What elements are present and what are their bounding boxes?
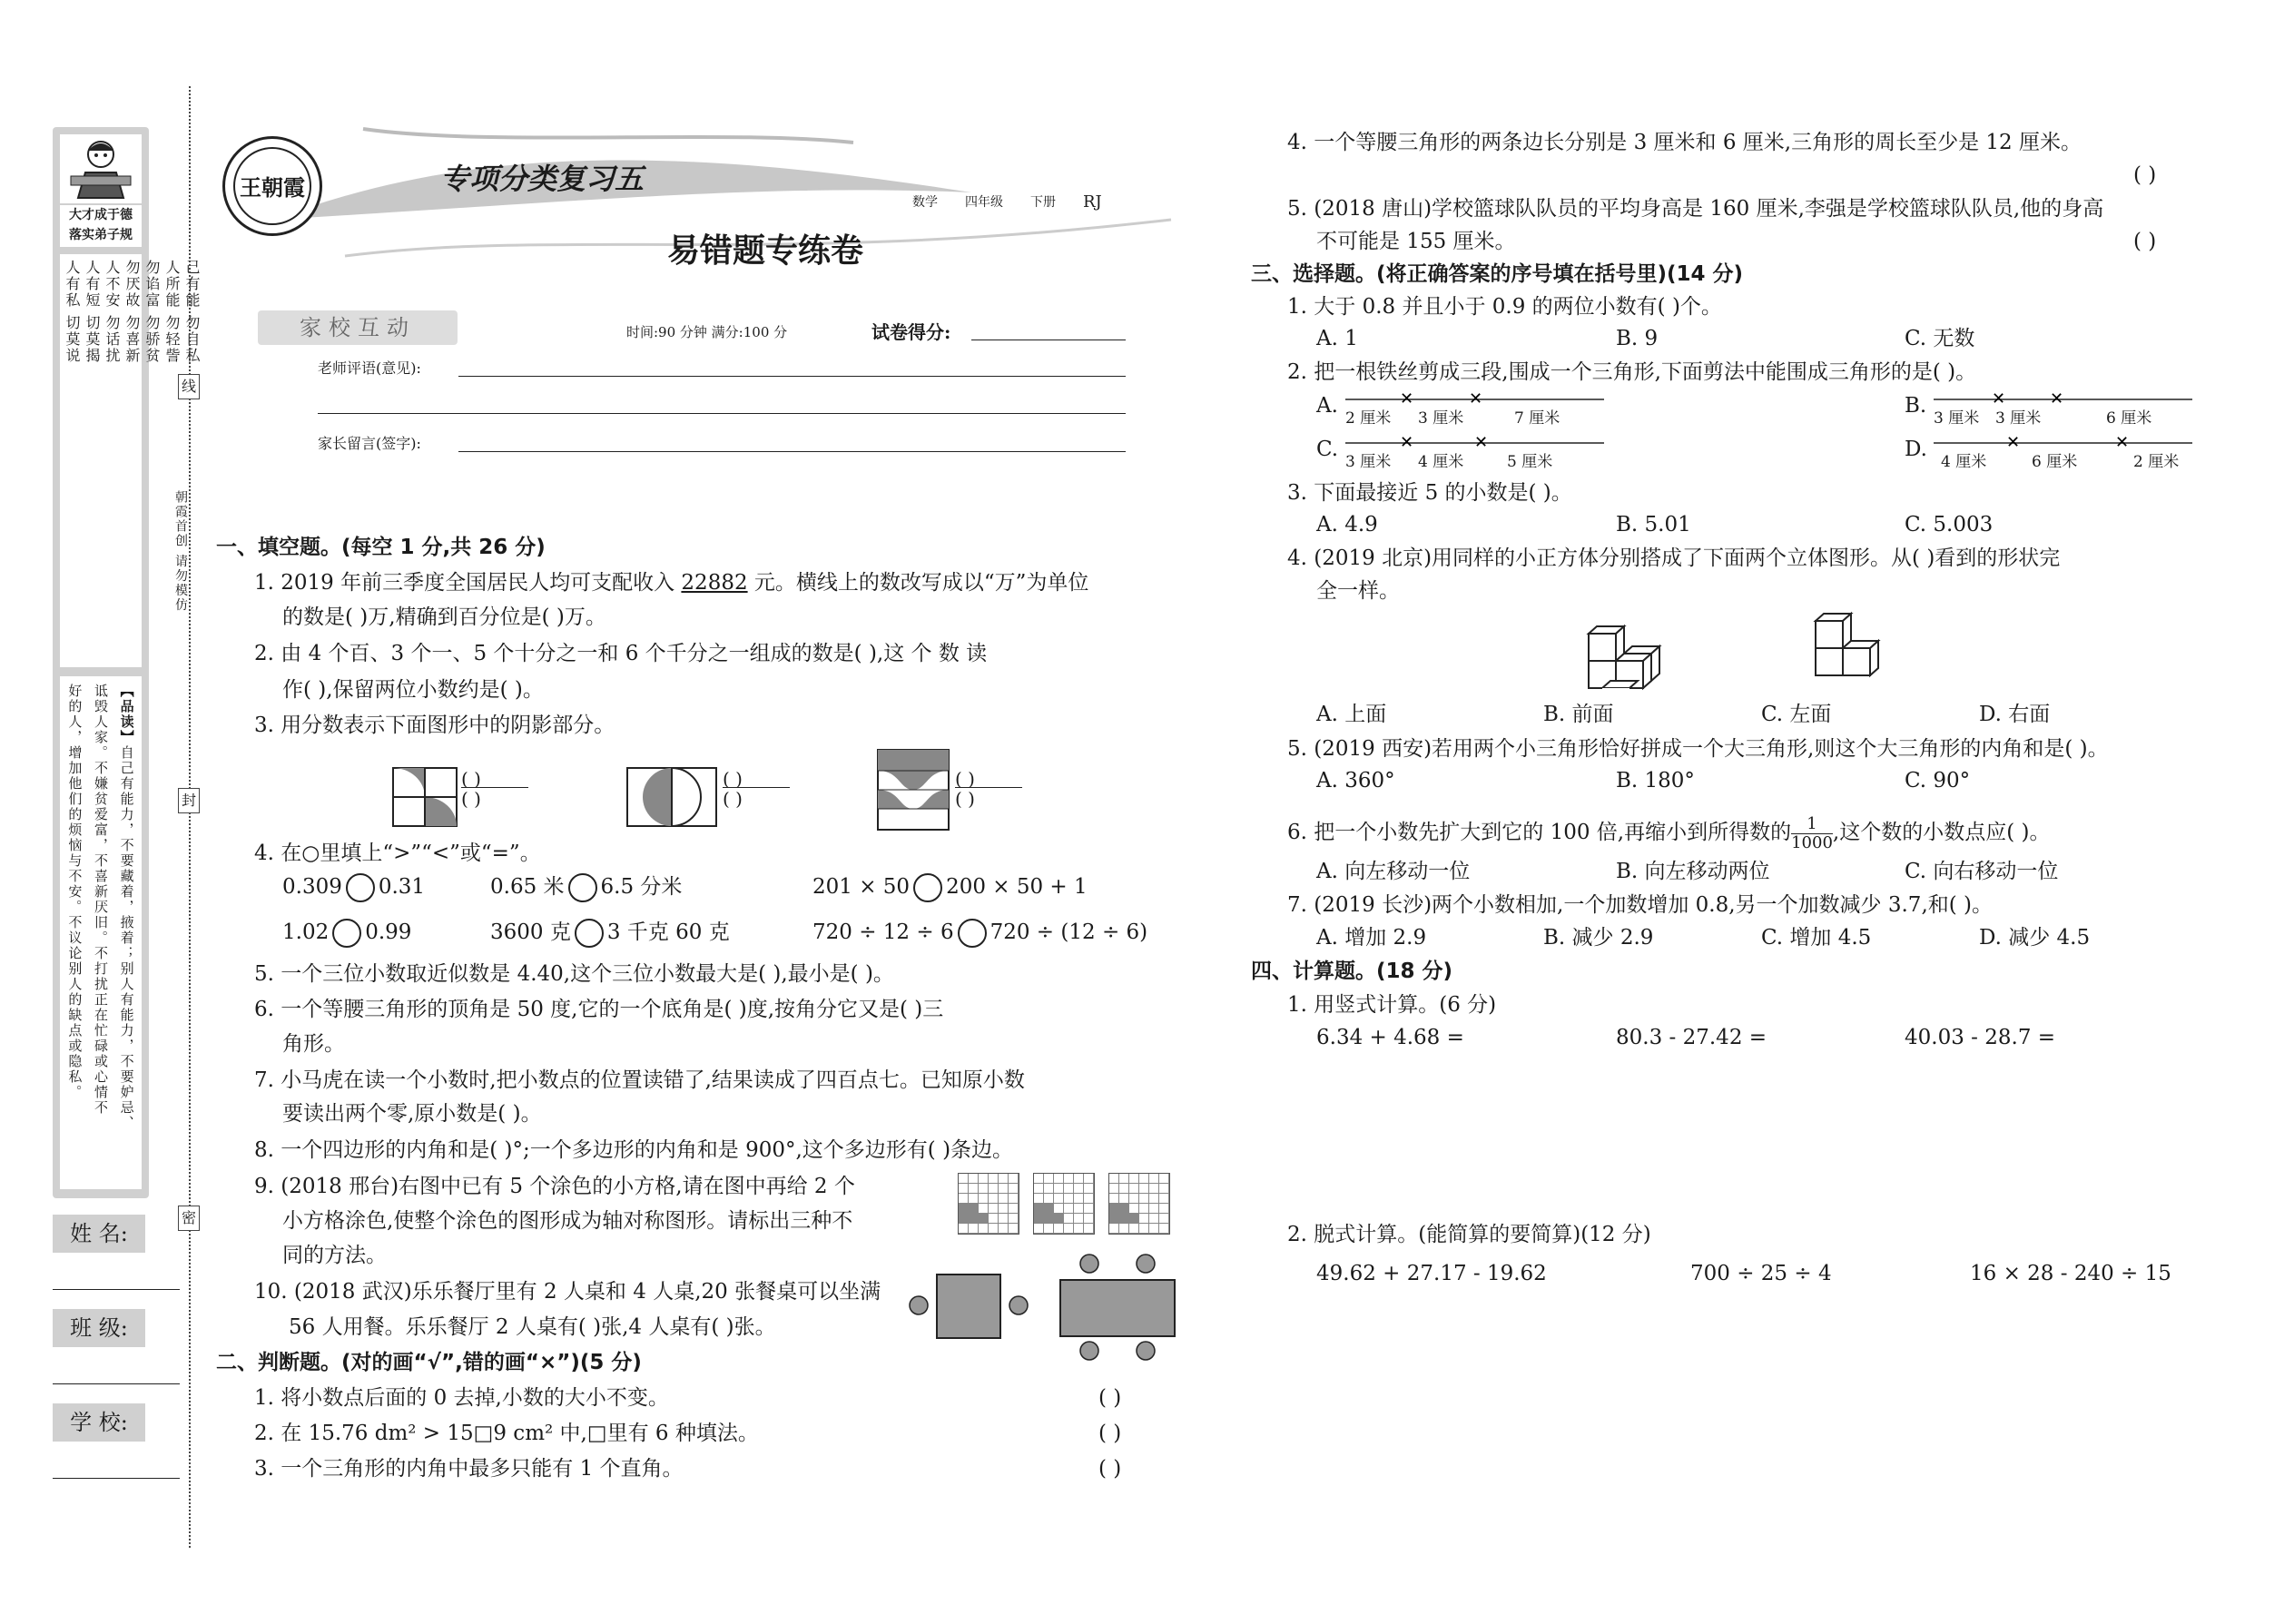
choice-q2: 2. 把一根铁丝剪成三段,围成一个三角形,下面剪法中能围成三角形的是( )。 bbox=[1287, 360, 1977, 384]
svg-text:✕: ✕ bbox=[1474, 433, 1489, 452]
fraction-answer-3[interactable]: ( ) ( ) bbox=[955, 768, 1022, 810]
fraction-answer-1[interactable]: ( ) ( ) bbox=[461, 768, 528, 810]
svg-text:✕: ✕ bbox=[1400, 389, 1414, 408]
q3-text: 3. 用分数表示下面图形中的阴影部分。 bbox=[254, 714, 615, 737]
judge-item-5-line1: 5. (2018 唐山)学校篮球队队员的平均身高是 160 厘米,李强是学校篮球队队员,他的身高 bbox=[1287, 197, 2104, 221]
motto-box bbox=[60, 205, 142, 247]
choice-option[interactable]: A. 1 bbox=[1316, 327, 1358, 350]
score-label: 试卷得分: bbox=[871, 321, 951, 343]
choice-q5: 5. (2019 西安)若用两个小三角形恰好拼成一个大三角形,则这个大三角形的内角和是( )。 bbox=[1287, 737, 2109, 761]
fraction-figure-3 bbox=[877, 749, 950, 836]
school-label bbox=[53, 1403, 145, 1442]
section-4-title: 四、计算题。(18 分) bbox=[1251, 960, 1453, 983]
calc-q1: 1. 用竖式计算。(6 分) bbox=[1287, 993, 1497, 1017]
choice-option[interactable]: C. 90° bbox=[1905, 769, 1971, 792]
rule-col: 勿厌故 勿喜新 bbox=[123, 260, 141, 365]
choice-q3: 3. 下面最接近 5 的小数是( )。 bbox=[1287, 481, 1572, 505]
section-3-title: 三、选择题。(将正确答案的序号填在括号里)(14 分) bbox=[1251, 262, 1744, 286]
choice-q7: 7. (2019 长沙)两个小数相加,一个加数增加 0.8,另一个加数减少 3.7,和( )。 bbox=[1287, 893, 1994, 917]
class-label bbox=[53, 1309, 145, 1347]
judge-answer[interactable]: ( ) bbox=[1098, 1386, 1122, 1410]
section-1-title: 一、填空题。(每空 1 分,共 26 分) bbox=[216, 536, 546, 559]
compare-item: 3600 克 3 千克 60 克 bbox=[490, 919, 730, 948]
compare-circle[interactable] bbox=[332, 919, 361, 948]
svg-text:✕: ✕ bbox=[2050, 389, 2064, 408]
motto-bottom: 落实弟子规 bbox=[69, 228, 133, 242]
judge-answer[interactable]: ( ) bbox=[1098, 1457, 1122, 1481]
wire-option-d[interactable]: D. ✕ ✕ 4 厘米 6 厘米 2 厘米 bbox=[1905, 433, 2180, 471]
judge-item-3: 3. 一个三角形的内角中最多只能有 1 个直角。 bbox=[254, 1457, 684, 1481]
step-calc: 49.62 + 27.17 - 19.62 bbox=[1316, 1262, 1547, 1285]
symmetry-grid[interactable] bbox=[1033, 1173, 1095, 1235]
q4-text: 4. 在○里填上“>”“<”或“=”。 bbox=[254, 842, 541, 865]
mascot-avatar bbox=[60, 134, 142, 203]
choice-option[interactable]: B. 5.01 bbox=[1616, 513, 1691, 536]
class-field[interactable] bbox=[53, 1383, 180, 1384]
choice-option[interactable]: B. 向左移动两位 bbox=[1616, 860, 1770, 883]
svg-text:✕: ✕ bbox=[1992, 389, 2006, 408]
pindu-col: 自己有能力，不要藏着，掖着；别人有能力，不要妒忌、 bbox=[118, 745, 135, 1131]
choice-option[interactable]: D. 减少 4.5 bbox=[1979, 926, 2091, 950]
subject-tag: RJ bbox=[1083, 192, 1102, 212]
q7-line1: 7. 小马虎在读一个小数时,把小数点的位置读错了,结果读成了四百点七。已知原小数 bbox=[254, 1068, 1025, 1092]
judge-answer[interactable]: ( ) bbox=[1098, 1422, 1122, 1445]
q1-line1: 1. 2019 年前三季度全国居民人均可支配收入 22882 元。横线上的数改写成以“万”为单位 bbox=[254, 571, 1089, 595]
judge-answer[interactable]: ( ) bbox=[2133, 163, 2157, 187]
compare-item: 0.65 米 6.5 分米 bbox=[490, 873, 682, 902]
compare-circle[interactable] bbox=[346, 873, 375, 902]
name-label bbox=[53, 1215, 145, 1253]
pindu-col: 诋毁人家。不嫌贫爱富，不喜新厌旧。不打扰正在忙碌或心情不 bbox=[92, 684, 109, 1116]
choice-q4-line2: 全一样。 bbox=[1316, 579, 1400, 603]
time-info: 时间:90 分钟 满分:100 分 bbox=[626, 324, 788, 340]
wire-option-c[interactable]: C. ✕ ✕ 3 厘米 4 厘米 5 厘米 bbox=[1316, 433, 1553, 471]
fold-line bbox=[189, 86, 191, 1548]
pindu-col: 好的人，增加他们的烦恼与不安。不议论别人的缺点或隐私。 bbox=[66, 684, 84, 1100]
compare-circle[interactable] bbox=[575, 919, 604, 948]
q8-text: 8. 一个四边形的内角和是( )°;一个多边形的内角和是 900°,这个多边形有( )条边。 bbox=[254, 1138, 1014, 1162]
table-diagram bbox=[908, 1253, 1180, 1367]
svg-text:✕: ✕ bbox=[2006, 433, 2021, 452]
name-field[interactable] bbox=[53, 1289, 180, 1290]
rule-col: 人不安 勿话扰 bbox=[103, 260, 121, 365]
choice-option[interactable]: B. 减少 2.9 bbox=[1543, 926, 1654, 950]
q9-line3: 同的方法。 bbox=[282, 1244, 387, 1267]
choice-q1: 1. 大于 0.8 并且小于 0.9 的两位小数有( )个。 bbox=[1287, 295, 1722, 319]
motto-top: 大才成于德 bbox=[69, 208, 133, 222]
fold-mark-seal: 封 bbox=[178, 788, 200, 813]
choice-option[interactable]: A. 增加 2.9 bbox=[1316, 926, 1427, 950]
choice-option[interactable]: B. 180° bbox=[1616, 769, 1695, 792]
wire-option-a[interactable]: A. ✕ ✕ 2 厘米 3 厘米 7 厘米 bbox=[1316, 389, 1561, 428]
brand-logo bbox=[222, 136, 322, 236]
name-label-text: 姓 名: bbox=[70, 1221, 128, 1246]
teacher-comment-label: 老师评语(意见): bbox=[318, 359, 421, 377]
q9-line2: 小方格涂色,使整个涂色的图形成为轴对称图形。请标出三种不 bbox=[282, 1209, 853, 1233]
compare-item: 1.02 0.99 bbox=[282, 919, 411, 948]
subject-tag: 下册 bbox=[1030, 195, 1056, 210]
vertical-calc: 80.3 - 27.42 = bbox=[1616, 1026, 1767, 1049]
svg-text:✕: ✕ bbox=[1400, 433, 1414, 452]
copyright-note: 朝霞首创 请勿模仿 bbox=[173, 490, 188, 613]
choice-option[interactable]: C. 5.003 bbox=[1905, 513, 1994, 536]
judge-item-5-line2: 不可能是 155 厘米。 bbox=[1316, 230, 1516, 253]
fraction-figure-2 bbox=[626, 767, 717, 832]
svg-text:✕: ✕ bbox=[1469, 389, 1483, 408]
rule-col: 人有短 切莫揭 bbox=[84, 260, 101, 365]
series-title: 专项分类复习五 bbox=[440, 162, 645, 196]
svg-text:✕: ✕ bbox=[2115, 433, 2130, 452]
choice-q4-line1: 4. (2019 北京)用同样的小正方体分别搭成了下面两个立体图形。从( )看到的形状完 bbox=[1287, 546, 2061, 570]
choice-option[interactable]: A. 4.9 bbox=[1316, 513, 1378, 536]
choice-option[interactable]: C. 左面 bbox=[1761, 703, 1832, 726]
q9-line1: 9. (2018 邢台)右图中已有 5 个涂色的小方格,请在图中再给 2 个 bbox=[254, 1175, 855, 1198]
section-2-title: 二、判断题。(对的画“√”,错的画“×”)(5 分) bbox=[216, 1351, 642, 1374]
subject-tags bbox=[912, 192, 1102, 212]
judge-answer[interactable]: ( ) bbox=[2133, 230, 2157, 253]
compare-item: 0.309 0.31 bbox=[282, 873, 425, 902]
q2-line1: 2. 由 4 个百、3 个一、5 个十分之一和 6 个千分之一组成的数是( ),这 个 数 读 bbox=[254, 642, 988, 665]
choice-option[interactable]: A. 上面 bbox=[1316, 703, 1387, 726]
pindu-title: 【品读】 bbox=[118, 684, 135, 745]
compare-item: 720 ÷ 12 ÷ 6 720 ÷ (12 ÷ 6) bbox=[812, 919, 1147, 948]
q10-line1: 10. (2018 武汉)乐乐餐厅里有 2 人桌和 4 人桌,20 张餐桌可以坐满 bbox=[254, 1280, 881, 1304]
comment-field-2[interactable] bbox=[318, 413, 1126, 414]
vertical-calc: 6.34 + 4.68 = bbox=[1316, 1026, 1464, 1049]
pindu-box bbox=[60, 676, 142, 1189]
fraction-figure-1 bbox=[392, 767, 458, 832]
subject-tag: 四年级 bbox=[965, 195, 1003, 210]
q7-line2: 要读出两个零,原小数是( )。 bbox=[282, 1102, 542, 1126]
choice-option[interactable]: C. 增加 4.5 bbox=[1761, 926, 1872, 950]
choice-q6: 6. 把一个小数先扩大到它的 100 倍,再缩小到所得数的 $\frac{1}{1000}$ ,这个数的小数点应( )。 bbox=[1287, 813, 2051, 852]
q1-line2: 的数是( )万,精确到百分位是( )万。 bbox=[282, 605, 606, 629]
choice-option[interactable]: B. 9 bbox=[1616, 327, 1659, 350]
school-label-text: 学 校: bbox=[70, 1410, 128, 1435]
logo-text: 王朝霞 bbox=[240, 174, 305, 201]
symmetry-grid[interactable] bbox=[1108, 1173, 1170, 1235]
step-calc: 16 × 28 - 240 ÷ 15 bbox=[1970, 1262, 2171, 1285]
choice-option[interactable]: A. 向左移动一位 bbox=[1316, 860, 1471, 883]
q10-line2: 56 人用餐。乐乐餐厅 2 人桌有( )张,4 人桌有( )张。 bbox=[289, 1315, 776, 1339]
calc-q2: 2. 脱式计算。(能简算的要简算)(12 分) bbox=[1287, 1223, 1651, 1246]
judge-item-1: 1. 将小数点后面的 0 去掉,小数的大小不变。 bbox=[254, 1386, 669, 1410]
home-school-badge: 家校互动 bbox=[258, 310, 458, 345]
fraction-1-1000: $\frac{1}{1000}$ bbox=[1791, 813, 1833, 852]
school-field[interactable] bbox=[53, 1478, 180, 1479]
cube-figure-1 bbox=[1584, 606, 1675, 703]
fold-mark-line: 线 bbox=[178, 374, 200, 399]
parent-message-label: 家长留言(签字): bbox=[318, 435, 421, 452]
judge-item-2: 2. 在 15.76 dm² > 15□9 cm² 中,□里有 6 种填法。 bbox=[254, 1422, 759, 1445]
compare-circle[interactable] bbox=[568, 873, 597, 902]
choice-option[interactable]: A. 360° bbox=[1316, 769, 1395, 792]
choice-option[interactable]: B. 前面 bbox=[1543, 703, 1614, 726]
choice-option[interactable]: D. 右面 bbox=[1979, 703, 2051, 726]
step-calc-work-area[interactable] bbox=[1316, 1294, 2224, 1530]
calc-work-area[interactable] bbox=[1316, 1058, 2224, 1212]
fold-mark-secret: 密 bbox=[178, 1206, 200, 1231]
compare-circle[interactable] bbox=[913, 873, 942, 902]
compare-item: 201 × 50 200 × 50 + 1 bbox=[812, 873, 1088, 902]
compare-circle[interactable] bbox=[958, 919, 987, 948]
fraction-answer-2[interactable]: ( ) ( ) bbox=[723, 768, 790, 810]
subject-tag: 数学 bbox=[912, 195, 938, 210]
q6-line1: 6. 一个等腰三角形的顶角是 50 度,它的一个底角是( )度,按角分它又是( )三 bbox=[254, 998, 944, 1021]
step-calc: 700 ÷ 25 ÷ 4 bbox=[1690, 1262, 1832, 1285]
choice-option[interactable]: C. 无数 bbox=[1905, 327, 1975, 350]
choice-option[interactable]: C. 向右移动一位 bbox=[1905, 860, 2059, 883]
page-title: 易错题专练卷 bbox=[667, 232, 864, 270]
symmetry-grid[interactable] bbox=[958, 1173, 1019, 1235]
class-label-text: 班 级: bbox=[70, 1315, 128, 1341]
wire-option-b[interactable]: B. ✕ ✕ 3 厘米 3 厘米 6 厘米 bbox=[1905, 389, 2152, 428]
rule-col: 勿谄富 勿骄贫 bbox=[143, 260, 161, 365]
q2-line2: 作( ),保留两位小数约是( )。 bbox=[282, 678, 544, 702]
teacher-comment-field[interactable] bbox=[458, 376, 1126, 377]
cube-figure-2 bbox=[1811, 606, 1902, 703]
vertical-calc: 40.03 - 28.7 = bbox=[1905, 1026, 2056, 1049]
q6-line2: 角形。 bbox=[282, 1032, 345, 1056]
rule-col: 人所能 勿轻訾 bbox=[163, 260, 181, 365]
parent-message-field[interactable] bbox=[458, 451, 1126, 452]
judge-item-4: 4. 一个等腰三角形的两条边长分别是 3 厘米和 6 厘米,三角形的周长至少是 12 厘米。 bbox=[1287, 131, 2082, 154]
q5-text: 5. 一个三位小数取近似数是 4.40,这个三位小数最大是( ),最小是( )。 bbox=[254, 962, 894, 986]
rule-col: 人有私 切莫说 bbox=[64, 260, 81, 365]
rule-col: 己有能 勿自私 bbox=[183, 260, 201, 365]
